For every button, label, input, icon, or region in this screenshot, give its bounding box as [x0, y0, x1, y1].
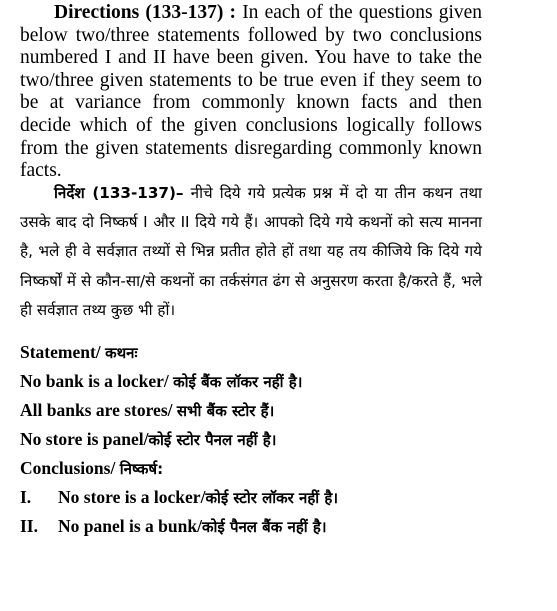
statement-label-en: Statement/ — [20, 342, 101, 362]
statement-3 — [20, 428, 276, 451]
conclusion-2-en: No panel is a bunk/ — [58, 516, 202, 536]
directions-heading: Directions (133-137) : — [54, 2, 237, 23]
conclusion-1-hi: कोई स्टोर लॉकर नहीं है। — [205, 489, 339, 507]
conclusions-label-en: Conclusions/ — [20, 458, 116, 478]
conclusion-1 — [20, 486, 338, 509]
conclusion-2 — [20, 515, 327, 538]
hindi-directions-text: नीचे दिये गये प्रत्येक प्रश्न में दो या तीन कथन तथा उसके बाद दो निष्कर्ष I और II दिये गये हैं। आपको दिये गये कथनों को सत्य मानना है, भले ही वे सर्वज्ञात तथ्यों से भिन्न प्रतीत होते हों तथा यह तय कीजिये कि दिये गये निष्कर्षों में से कौन-सा/से कथनों का तर्कसंगत ढंग से अनुसरण करता है/करते हैं, भले ही सर्वज्ञात तथ्य कुछ भी हों। — [20, 184, 482, 319]
english-directions — [20, 2, 482, 183]
conclusion-2-hi: कोई पैनल बैंक नहीं है। — [201, 518, 327, 536]
statement-1 — [20, 370, 302, 393]
conclusion-1-en: No store is a locker/ — [58, 487, 206, 507]
conclusions-label — [20, 457, 163, 480]
directions-text: In each of the questions given below two/three statements followed by two conclusions numbered I and II have been given. You have to take the two/three given statements to be true even if they seem to be at variance from commonly known facts and then decide which of the given conclusions logically follows from the given statements disregarding commonly known facts. — [20, 2, 483, 182]
statement-2 — [20, 399, 274, 422]
hindi-directions-heading: निर्देश (133-137)– — [54, 184, 184, 202]
statement-3-en: No store is panel/ — [20, 429, 149, 449]
statement-3-hi: कोई स्टोर पैनल नहीं है। — [148, 431, 277, 449]
statement-2-hi: सभी बैंक स्टोर हैं। — [176, 402, 275, 420]
conclusion-1-number: I. — [20, 487, 32, 507]
statement-1-hi: कोई बैंक लॉकर नहीं है। — [173, 373, 303, 391]
statement-1-en: No bank is a locker/ — [20, 371, 169, 391]
conclusion-2-number: II. — [20, 516, 38, 536]
statement-label — [20, 341, 138, 364]
conclusions-label-hi: निष्कर्ष: — [119, 460, 164, 478]
hindi-directions — [20, 179, 482, 325]
statement-2-en: All banks are stores/ — [20, 400, 173, 420]
statement-label-hi: कथनः — [105, 344, 138, 362]
